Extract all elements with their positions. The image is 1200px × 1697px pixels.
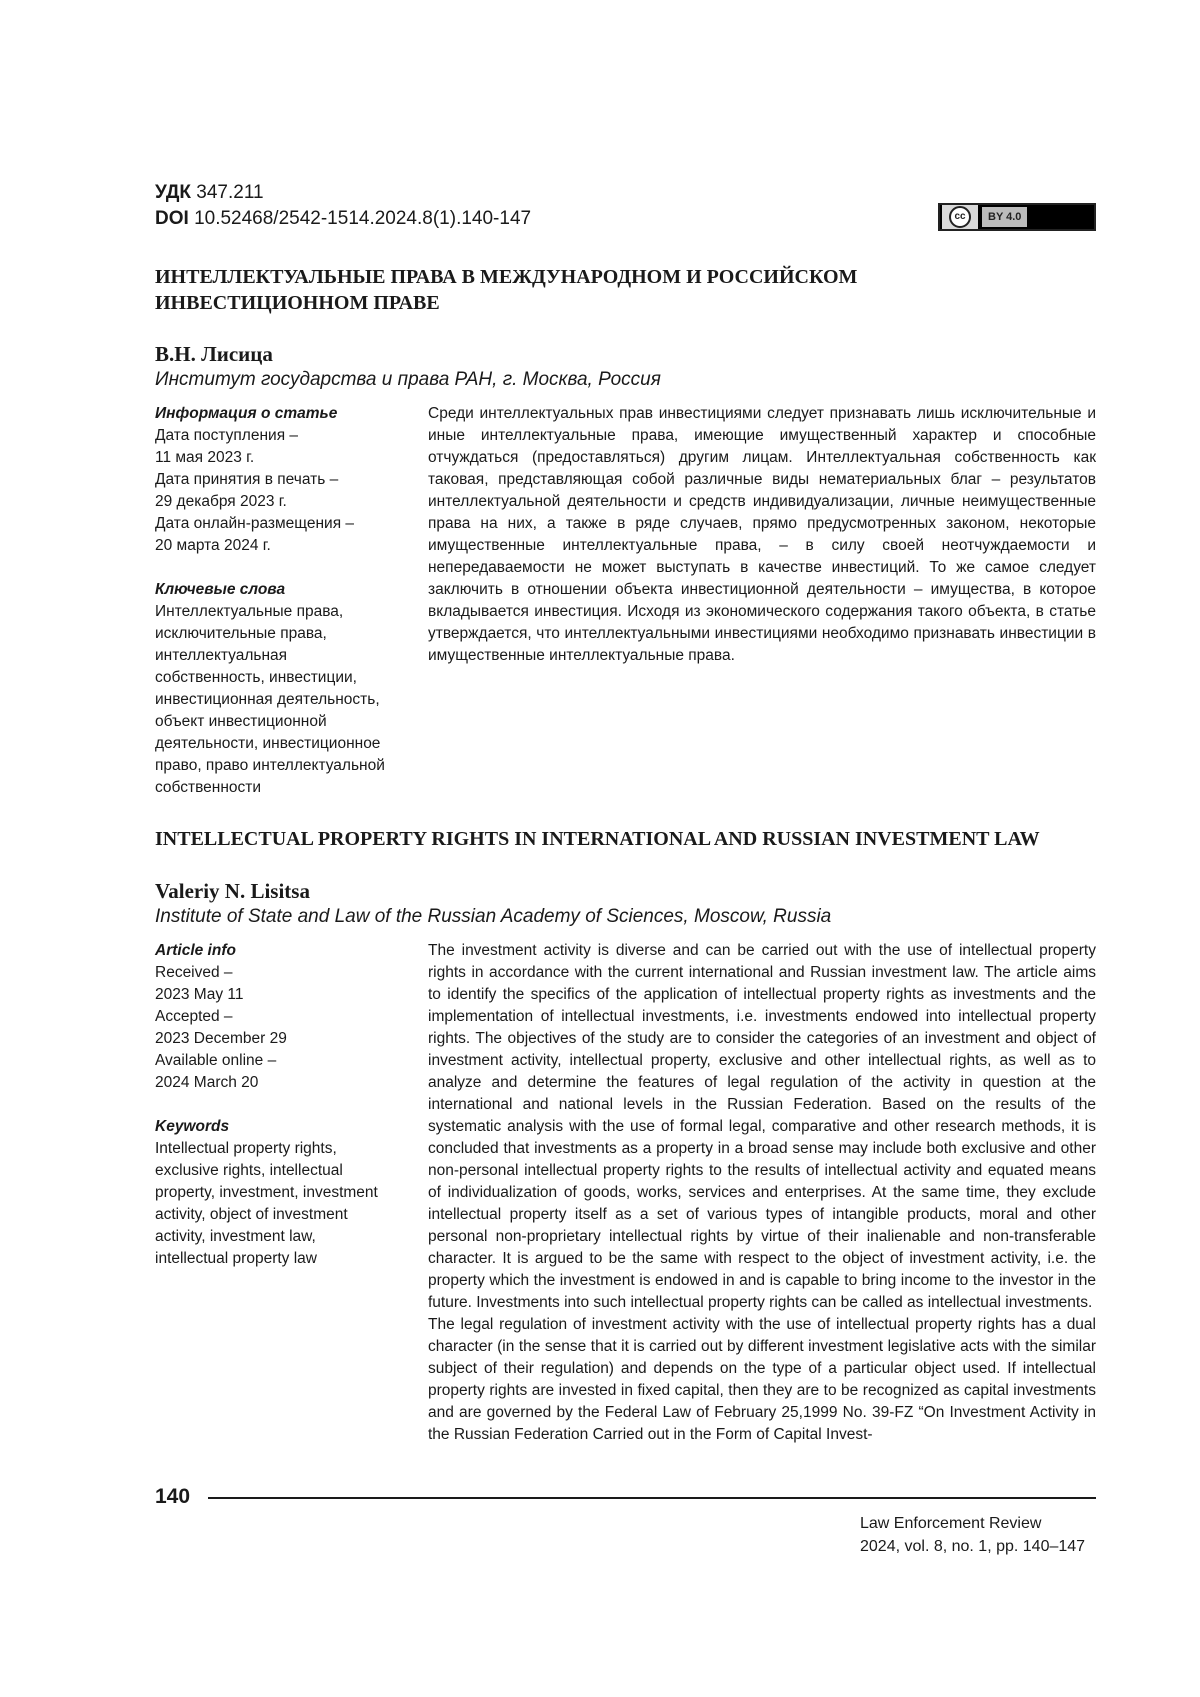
ru-info-line: Дата поступления – bbox=[155, 427, 299, 444]
en-author: Valeriy N. Lisitsa bbox=[155, 879, 310, 903]
ru-keyword-line: инвестиционная деятельность, bbox=[155, 691, 380, 708]
en-info-line: Available online – bbox=[155, 1052, 277, 1069]
en-info-header: Article info bbox=[155, 942, 236, 959]
en-keyword-line: activity, investment law, bbox=[155, 1228, 316, 1245]
ru-abstract bbox=[428, 403, 1096, 667]
page-number: 140 bbox=[155, 1485, 191, 1508]
ru-keyword-line: интеллектуальная bbox=[155, 647, 288, 664]
ru-abstract-text: Среди интеллектуальных прав инвестициями следует признавать лишь исключительные и иные интеллектуальные права, имеющие имущественный характер и способные отчуждаться (предоставляться) другим лицам. Интеллектуальная собственность как таковая, представляющая собой различные виды нематериальных благ – результатов интеллектуальной деятельности и средств индивидуализации, личные неимущественные права на них, а также в ряде случаев, прямо предусмотренных законом, некоторые имущественные интеллектуальные права, – в силу своей неотчуждаемости и непередаваемости не может выступать в качестве инвестиций. То же самое следует заключить в отношении объекта инвестиционной деятельности – имущества, в которое вкладывается инвестиция. Исходя из экономического содержания такого объекта, в статье утверждается, что интеллектуальными инвестициями необходимо признавать инвестиции в имущественные интеллектуальные права. bbox=[428, 405, 1096, 664]
spacer bbox=[155, 1094, 405, 1116]
en-keyword-line: property, investment, investment bbox=[155, 1184, 378, 1201]
en-keyword-line: exclusive rights, intellectual bbox=[155, 1162, 343, 1179]
cc-icon-text: cc bbox=[949, 206, 971, 228]
ru-keyword-line: исключительные права, bbox=[155, 625, 327, 642]
journal-issue: 2024, vol. 8, no. 1, pp. 140–147 bbox=[860, 1538, 1086, 1555]
en-info-line: 2023 May 11 bbox=[155, 986, 244, 1003]
ru-keywords-header: Ключевые слова bbox=[155, 581, 286, 598]
journal-name: Law Enforcement Review bbox=[860, 1515, 1042, 1532]
udk-label: УДК bbox=[155, 182, 191, 203]
license-label: BY 4.0 bbox=[982, 207, 1027, 227]
cc-license-badge[interactable] bbox=[938, 203, 1096, 231]
ru-title-line-2: ИНВЕСТИЦИОННОМ ПРАВЕ bbox=[155, 292, 440, 314]
en-article-title: INTELLECTUAL PROPERTY RIGHTS IN INTERNATIONAL AND RUSSIAN INVESTMENT LAW bbox=[155, 828, 1040, 850]
footer-divider bbox=[208, 1497, 1096, 1499]
ru-title-line-1: ИНТЕЛЛЕКТУАЛЬНЫЕ ПРАВА В МЕЖДУНАРОДНОМ И РОССИЙСКОМ bbox=[155, 266, 858, 288]
ru-info-line: Дата онлайн-размещения – bbox=[155, 515, 355, 532]
en-keyword-line: activity, object of investment bbox=[155, 1206, 348, 1223]
ru-keyword-line: объект инвестиционной bbox=[155, 713, 327, 730]
ru-keyword-line: право, право интеллектуальной bbox=[155, 757, 385, 774]
ru-author: В.Н. Лисица bbox=[155, 342, 273, 366]
en-article-info bbox=[155, 940, 405, 1270]
spacer bbox=[155, 557, 405, 579]
ru-affiliation: Институт государства и права РАН, г. Москва, Россия bbox=[155, 369, 661, 390]
ru-info-line: Дата принятия в печать – bbox=[155, 471, 339, 488]
journal-reference bbox=[860, 1512, 1096, 1558]
ru-keyword-line: собственность, инвестиции, bbox=[155, 669, 357, 686]
en-abstract bbox=[428, 940, 1096, 1446]
en-keyword-line: Intellectual property rights, bbox=[155, 1140, 337, 1157]
ru-article-info bbox=[155, 403, 405, 799]
udk-value: 347.211 bbox=[196, 182, 264, 203]
en-keywords-header: Keywords bbox=[155, 1118, 230, 1135]
doi-line bbox=[155, 206, 531, 232]
en-info-line: Received – bbox=[155, 964, 233, 981]
doi-value[interactable]: 10.52468/2542-1514.2024.8(1).140-147 bbox=[194, 208, 532, 229]
en-info-line: 2023 December 29 bbox=[155, 1030, 287, 1047]
doi-label: DOI bbox=[155, 208, 189, 229]
en-info-line: 2024 March 20 bbox=[155, 1074, 259, 1091]
ru-info-header: Информация о статье bbox=[155, 405, 338, 422]
en-affiliation: Institute of State and Law of the Russian Academy of Sciences, Moscow, Russia bbox=[155, 906, 832, 927]
en-abstract-paragraph-1: The investment activity is diverse and can be carried out with the use of intellectual property rights in accordance with the current international and Russian investment law. The article aims to identify the specifics of the application of intellectual property rights as investments and the implementation of intellectual investments, i.e. investments endowed into intellectual property rights. The objectives of the study are to consider the categories of an investment and object of investment activity, intellectual property, exclusive and other intellectual rights, as well as to analyze and determine the features of legal regulation of the activity in question at the international and national levels in the Russian Federation. Based on the results of the systematic analysis with the use of formal legal, comparative and other research methods, it is concluded that investments as a property in a broad sense may include both exclusive and other non-personal intellectual property rights to the results of intellectual activity and equated means of individualization of goods, works, services and enterprises. At the same time, they exclude intellectual property itself as a set of various types of intangible products, moral and other personal non-proprietary intellectual rights by virtue of their inalienable and non-transferable character. It is argued to be the same with respect to the object of investment activity, i.e. the property which the investment is endowed in and is capable to bring income to the investor in the future. Investments into such intellectual property rights can be called as intellectual investments. bbox=[428, 942, 1096, 1311]
cc-icon bbox=[942, 205, 978, 229]
ru-info-line: 29 декабря 2023 г. bbox=[155, 493, 287, 510]
ru-info-line: 11 мая 2023 г. bbox=[155, 449, 255, 466]
en-abstract-paragraph-2: The legal regulation of investment activity with the use of intellectual property rights has a dual character (in the sense that it is carried out by different investment legislative acts with the similar subject of their regulation) and depends on the type of a particular object used. If intellectual property rights are invested in fixed capital, then they are to be recognized as capital investments and are governed by the Federal Law of February 25,1999 No. 39-FZ “On Investment Activity in the Russian Federation Carried out in the Form of Capital Invest- bbox=[428, 1316, 1096, 1443]
ru-keyword-line: Интеллектуальные права, bbox=[155, 603, 344, 620]
en-info-line: Accepted – bbox=[155, 1008, 233, 1025]
ru-keyword-line: деятельности, инвестиционное bbox=[155, 735, 381, 752]
en-keyword-line: intellectual property law bbox=[155, 1250, 317, 1267]
udk-line bbox=[155, 180, 264, 206]
ru-keyword-line: собственности bbox=[155, 779, 262, 796]
ru-article-title bbox=[155, 264, 1095, 316]
ru-info-line: 20 марта 2024 г. bbox=[155, 537, 271, 554]
